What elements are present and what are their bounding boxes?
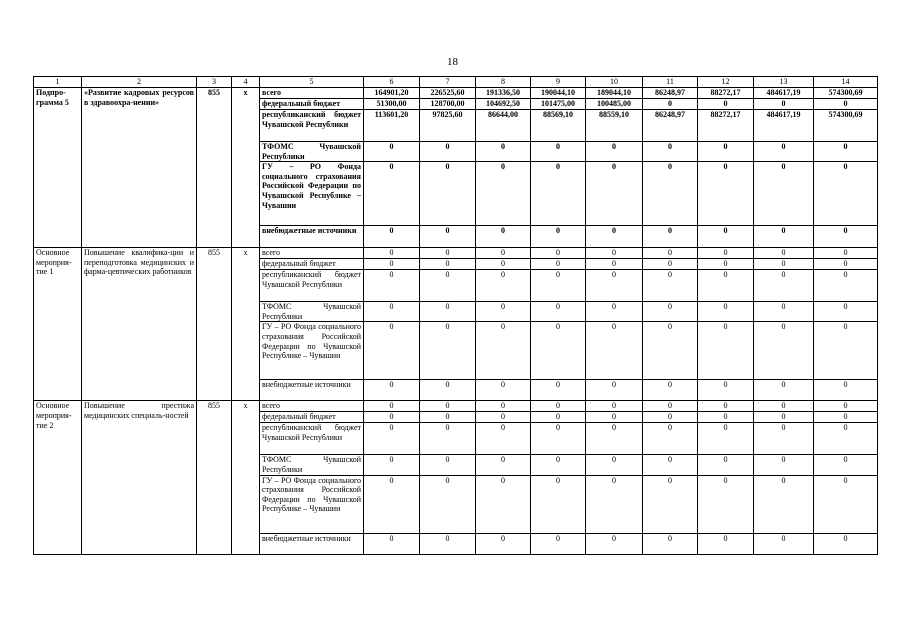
funding-source: республиканский бюджет Чувашской Республики <box>260 423 364 455</box>
amount-cell: 0 <box>754 322 814 380</box>
amount-cell: 0 <box>643 302 698 322</box>
funding-source: всего <box>260 401 364 412</box>
amount-cell: 0 <box>643 142 698 162</box>
funding-source: федеральный бюджет <box>260 259 364 270</box>
amount-cell: 0 <box>531 423 586 455</box>
amount-cell: 191336,50 <box>476 88 531 99</box>
amount-cell: 0 <box>754 412 814 423</box>
amount-cell: 88569,10 <box>531 110 586 142</box>
amount-cell: 190044,10 <box>531 88 586 99</box>
amount-cell: 484617,19 <box>754 110 814 142</box>
amount-cell: 0 <box>586 162 643 226</box>
funding-source: республиканский бюджет Чувашской Республики <box>260 110 364 142</box>
amount-cell: 0 <box>586 412 643 423</box>
amount-cell: 0 <box>420 142 476 162</box>
amount-cell: 0 <box>476 322 531 380</box>
amount-cell: 0 <box>586 270 643 302</box>
amount-cell: 88559,10 <box>586 110 643 142</box>
column-number: 11 <box>643 77 698 88</box>
program-code: Основное мероприя-тие 2 <box>34 401 82 554</box>
amount-cell: 0 <box>754 475 814 533</box>
amount-cell: 0 <box>586 248 643 259</box>
amount-cell: 0 <box>814 162 878 226</box>
amount-cell: 0 <box>643 248 698 259</box>
amount-cell: 0 <box>531 380 586 401</box>
amount-cell: 0 <box>754 270 814 302</box>
amount-cell: 0 <box>476 380 531 401</box>
amount-cell: 0 <box>476 259 531 270</box>
budget-code: 855 <box>197 88 232 248</box>
amount-cell: 0 <box>754 162 814 226</box>
amount-cell: 0 <box>643 259 698 270</box>
amount-cell: 0 <box>814 302 878 322</box>
amount-cell: 0 <box>643 226 698 248</box>
amount-cell: 0 <box>476 162 531 226</box>
amount-cell: 0 <box>814 322 878 380</box>
amount-cell: 0 <box>364 270 420 302</box>
column-number: 12 <box>698 77 754 88</box>
amount-cell: 0 <box>814 226 878 248</box>
amount-cell: 189044,10 <box>586 88 643 99</box>
amount-cell: 484617,19 <box>754 88 814 99</box>
funding-source: ТФОМС Чувашской Республики <box>260 455 364 475</box>
amount-cell: 0 <box>643 99 698 110</box>
amount-cell: 0 <box>364 322 420 380</box>
table-row <box>34 88 878 99</box>
amount-cell: 0 <box>698 475 754 533</box>
amount-cell: 0 <box>420 322 476 380</box>
amount-cell: 0 <box>754 259 814 270</box>
amount-cell: 0 <box>476 142 531 162</box>
amount-cell: 0 <box>364 455 420 475</box>
amount-cell: 0 <box>364 162 420 226</box>
amount-cell: 0 <box>364 142 420 162</box>
column-number: 7 <box>420 77 476 88</box>
amount-cell: 0 <box>476 533 531 554</box>
amount-cell: 0 <box>814 142 878 162</box>
amount-cell: 0 <box>698 322 754 380</box>
amount-cell: 0 <box>754 380 814 401</box>
amount-cell: 0 <box>814 412 878 423</box>
amount-cell: 0 <box>531 226 586 248</box>
column-number: 1 <box>34 77 82 88</box>
amount-cell: 574300,69 <box>814 110 878 142</box>
amount-cell: 0 <box>531 475 586 533</box>
amount-cell: 100485,00 <box>586 99 643 110</box>
amount-cell: 0 <box>698 259 754 270</box>
amount-cell: 0 <box>698 302 754 322</box>
amount-cell: 0 <box>754 226 814 248</box>
column-number-row <box>34 77 878 88</box>
amount-cell: 0 <box>814 99 878 110</box>
budget-table <box>33 76 878 555</box>
amount-cell: 0 <box>814 475 878 533</box>
amount-cell: 0 <box>698 162 754 226</box>
amount-cell: 0 <box>814 259 878 270</box>
amount-cell: 0 <box>814 423 878 455</box>
amount-cell: 0 <box>531 455 586 475</box>
column-number: 9 <box>531 77 586 88</box>
amount-cell: 0 <box>531 259 586 270</box>
amount-cell: 0 <box>586 322 643 380</box>
column-number: 2 <box>82 77 197 88</box>
amount-cell: 0 <box>420 226 476 248</box>
amount-cell: 0 <box>814 533 878 554</box>
amount-cell: 0 <box>420 380 476 401</box>
marker-cell: х <box>232 88 260 248</box>
amount-cell: 0 <box>531 412 586 423</box>
table-row <box>34 248 878 259</box>
amount-cell: 0 <box>698 401 754 412</box>
funding-source: ТФОМС Чувашской Республики <box>260 302 364 322</box>
page-number: 18 <box>447 56 458 68</box>
program-code: Подпро-грамма 5 <box>34 88 82 248</box>
amount-cell: 0 <box>754 423 814 455</box>
amount-cell: 0 <box>476 401 531 412</box>
amount-cell: 0 <box>476 302 531 322</box>
amount-cell: 0 <box>420 475 476 533</box>
marker-cell: х <box>232 401 260 554</box>
amount-cell: 0 <box>698 455 754 475</box>
amount-cell: 0 <box>476 412 531 423</box>
amount-cell: 0 <box>420 533 476 554</box>
amount-cell: 0 <box>531 270 586 302</box>
amount-cell: 0 <box>643 423 698 455</box>
amount-cell: 0 <box>586 226 643 248</box>
amount-cell: 0 <box>586 423 643 455</box>
amount-cell: 0 <box>754 533 814 554</box>
amount-cell: 0 <box>364 475 420 533</box>
amount-cell: 0 <box>814 401 878 412</box>
amount-cell: 0 <box>754 302 814 322</box>
amount-cell: 0 <box>586 142 643 162</box>
amount-cell: 0 <box>643 455 698 475</box>
amount-cell: 0 <box>586 475 643 533</box>
amount-cell: 0 <box>643 162 698 226</box>
amount-cell: 0 <box>643 533 698 554</box>
amount-cell: 0 <box>364 302 420 322</box>
amount-cell: 0 <box>420 302 476 322</box>
amount-cell: 86644,00 <box>476 110 531 142</box>
amount-cell: 0 <box>754 248 814 259</box>
amount-cell: 0 <box>420 455 476 475</box>
amount-cell: 0 <box>364 226 420 248</box>
amount-cell: 101475,00 <box>531 99 586 110</box>
budget-code: 855 <box>197 401 232 554</box>
amount-cell: 0 <box>420 412 476 423</box>
amount-cell: 86248,97 <box>643 88 698 99</box>
funding-source: внебюджетные источники <box>260 533 364 554</box>
amount-cell: 0 <box>420 401 476 412</box>
amount-cell: 104692,50 <box>476 99 531 110</box>
amount-cell: 0 <box>814 270 878 302</box>
funding-source: ГУ – РО Фонда социального страхования Российской Федерации по Чувашской Республике – Чувашии <box>260 162 364 226</box>
funding-source: федеральный бюджет <box>260 99 364 110</box>
column-number: 6 <box>364 77 420 88</box>
program-name: «Развитие кадровых ресурсов в здравоохра-нении» <box>82 88 197 248</box>
amount-cell: 0 <box>364 412 420 423</box>
amount-cell: 0 <box>586 455 643 475</box>
amount-cell: 0 <box>420 270 476 302</box>
program-code: Основное мероприя-тие 1 <box>34 248 82 401</box>
amount-cell: 0 <box>586 533 643 554</box>
amount-cell: 0 <box>698 380 754 401</box>
column-number: 5 <box>260 77 364 88</box>
funding-source: всего <box>260 248 364 259</box>
funding-source: ГУ – РО Фонда социального страхования Российской Федерации по Чувашской Республике – Чувашии <box>260 322 364 380</box>
amount-cell: 0 <box>754 142 814 162</box>
amount-cell: 0 <box>754 455 814 475</box>
amount-cell: 0 <box>364 401 420 412</box>
amount-cell: 0 <box>531 322 586 380</box>
amount-cell: 0 <box>586 401 643 412</box>
program-name: Повышение квалифика-ции и переподготовка медицинских и фарма-цевтических работников <box>82 248 197 401</box>
amount-cell: 226525,60 <box>420 88 476 99</box>
funding-source: ТФОМС Чувашской Республики <box>260 142 364 162</box>
amount-cell: 0 <box>643 270 698 302</box>
amount-cell: 0 <box>420 248 476 259</box>
amount-cell: 0 <box>420 259 476 270</box>
amount-cell: 0 <box>643 322 698 380</box>
amount-cell: 0 <box>476 248 531 259</box>
amount-cell: 51300,00 <box>364 99 420 110</box>
amount-cell: 0 <box>643 401 698 412</box>
funding-source: ГУ – РО Фонда социального страхования Российской Федерации по Чувашской Республике – Чувашии <box>260 475 364 533</box>
amount-cell: 0 <box>586 259 643 270</box>
amount-cell: 0 <box>364 533 420 554</box>
amount-cell: 0 <box>531 401 586 412</box>
amount-cell: 0 <box>420 423 476 455</box>
amount-cell: 0 <box>754 99 814 110</box>
amount-cell: 0 <box>643 380 698 401</box>
amount-cell: 0 <box>698 270 754 302</box>
amount-cell: 0 <box>586 380 643 401</box>
amount-cell: 88272,17 <box>698 110 754 142</box>
amount-cell: 0 <box>698 423 754 455</box>
amount-cell: 0 <box>698 99 754 110</box>
amount-cell: 0 <box>476 270 531 302</box>
amount-cell: 0 <box>476 226 531 248</box>
amount-cell: 0 <box>476 475 531 533</box>
marker-cell: х <box>232 248 260 401</box>
amount-cell: 128700,00 <box>420 99 476 110</box>
amount-cell: 0 <box>531 533 586 554</box>
amount-cell: 0 <box>364 248 420 259</box>
funding-source: внебюджетные источники <box>260 226 364 248</box>
program-name: Повышение престижа медицинских специаль-ностей <box>82 401 197 554</box>
amount-cell: 0 <box>531 248 586 259</box>
amount-cell: 113601,20 <box>364 110 420 142</box>
column-number: 8 <box>476 77 531 88</box>
amount-cell: 0 <box>643 475 698 533</box>
amount-cell: 0 <box>476 455 531 475</box>
amount-cell: 0 <box>364 380 420 401</box>
column-number: 10 <box>586 77 643 88</box>
amount-cell: 0 <box>814 455 878 475</box>
amount-cell: 0 <box>814 380 878 401</box>
amount-cell: 0 <box>531 302 586 322</box>
column-number: 13 <box>754 77 814 88</box>
amount-cell: 86248,97 <box>643 110 698 142</box>
amount-cell: 0 <box>643 412 698 423</box>
budget-code: 855 <box>197 248 232 401</box>
amount-cell: 0 <box>476 423 531 455</box>
amount-cell: 0 <box>364 423 420 455</box>
amount-cell: 0 <box>698 142 754 162</box>
column-number: 3 <box>197 77 232 88</box>
amount-cell: 0 <box>531 142 586 162</box>
amount-cell: 0 <box>754 401 814 412</box>
funding-source: республиканский бюджет Чувашской Республики <box>260 270 364 302</box>
amount-cell: 0 <box>531 162 586 226</box>
amount-cell: 88272,17 <box>698 88 754 99</box>
column-number: 4 <box>232 77 260 88</box>
funding-source: федеральный бюджет <box>260 412 364 423</box>
amount-cell: 0 <box>698 226 754 248</box>
funding-source: всего <box>260 88 364 99</box>
amount-cell: 0 <box>698 248 754 259</box>
amount-cell: 0 <box>698 412 754 423</box>
column-number: 14 <box>814 77 878 88</box>
table-row <box>34 401 878 412</box>
amount-cell: 97825,60 <box>420 110 476 142</box>
funding-source: внебюджетные источники <box>260 380 364 401</box>
amount-cell: 0 <box>814 248 878 259</box>
amount-cell: 164901,20 <box>364 88 420 99</box>
amount-cell: 574300,69 <box>814 88 878 99</box>
amount-cell: 0 <box>586 302 643 322</box>
amount-cell: 0 <box>364 259 420 270</box>
amount-cell: 0 <box>698 533 754 554</box>
amount-cell: 0 <box>420 162 476 226</box>
